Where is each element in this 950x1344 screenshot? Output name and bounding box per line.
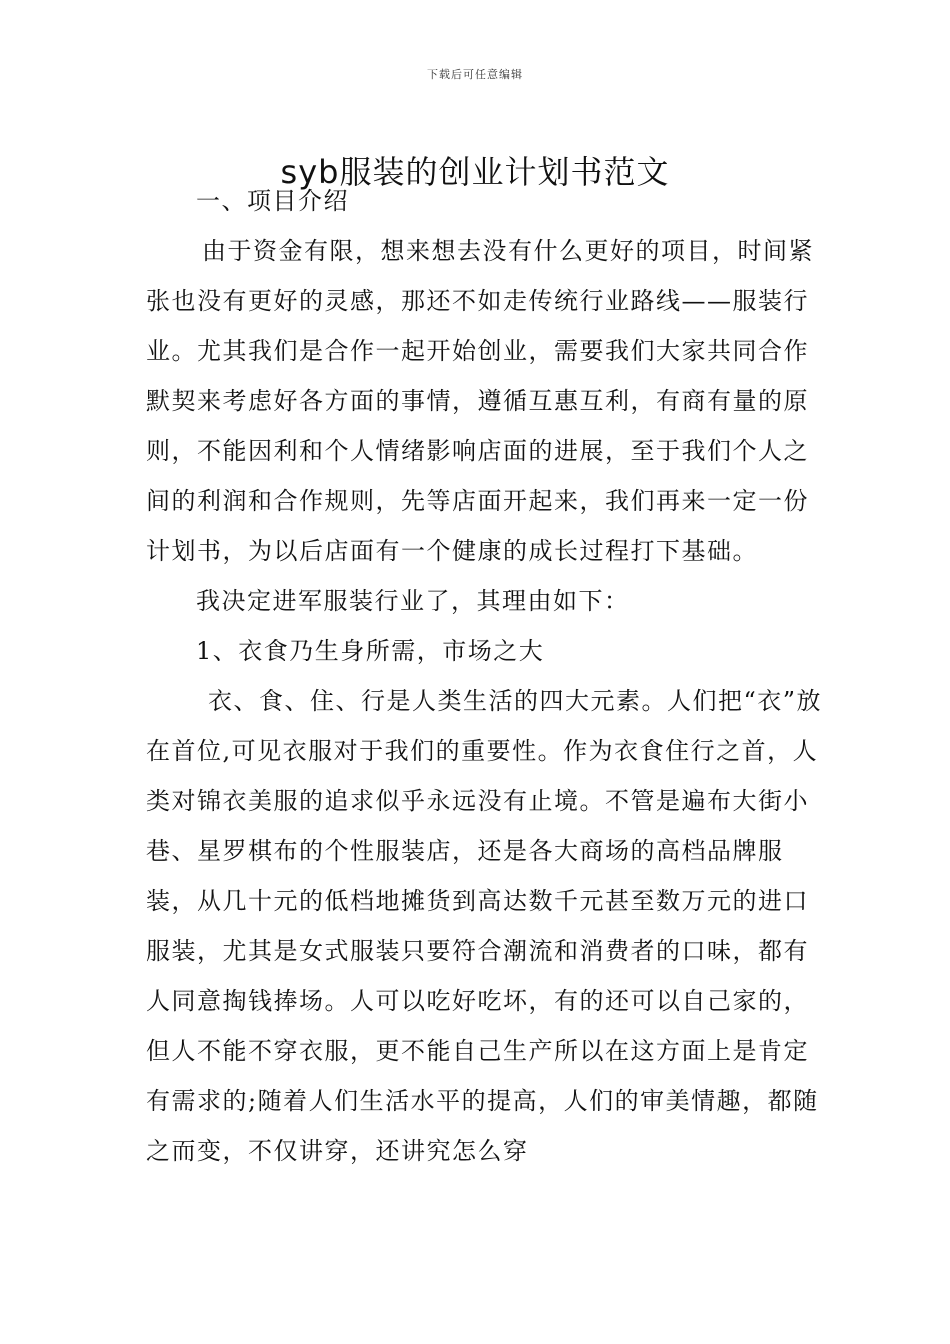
reason1-paragraph: 衣、食、住、行是人类生活的四大元素。人们把“衣”放在首位,可见衣服对于我们的重要性。作为衣食住行之首，人类对锦衣美服的追求似乎永远没有止境。不管是遍布大街小巷、星罗棋布的个性服装店，还是各大商场的高档品牌服装，从几十元的低档地摊货到高达数千元甚至数万元的进口服装，尤其是女式服装只要符合潮流和消费者的口味，都有人同意掏钱捧场。人可以吃好吃坏，有的还可以自己家的，但人不能不穿衣服，更不能自己生产所以在这方面上是肯定有需求的;随着人们生活水平的提高，人们的审美情趣，都随之而变，不仅讲穿，还讲究怎么穿 <box>146 687 823 1165</box>
section-heading-intro: 一、项目介绍 <box>196 187 349 215</box>
intro-paragraph: 由于资金有限，想来想去没有什么更好的项目，时间紧张也没有更好的灵感，那还不如走传统行业路线——服装行业。尤其我们是合作一起开始创业，需要我们大家共同合作默契来考虑好各方面的事情，遵循互惠互利，有商有量的原则，不能因利和个人情绪影响店面的进展，至于我们个人之间的利润和合作规则，先等店面开起来，我们再来一定一份计划书，为以后店面有一个健康的成长过程打下基础。 <box>146 237 814 565</box>
reason1-heading: 1、衣食乃生身所需，市场之大 <box>196 637 545 665</box>
document-body <box>146 176 826 1176</box>
decision-line: 我决定进军服装行业了，其理由如下： <box>196 587 630 615</box>
header-note: 下载后可任意编辑 <box>427 68 523 81</box>
page-title: syb服装的创业计划书范文 <box>280 153 670 192</box>
